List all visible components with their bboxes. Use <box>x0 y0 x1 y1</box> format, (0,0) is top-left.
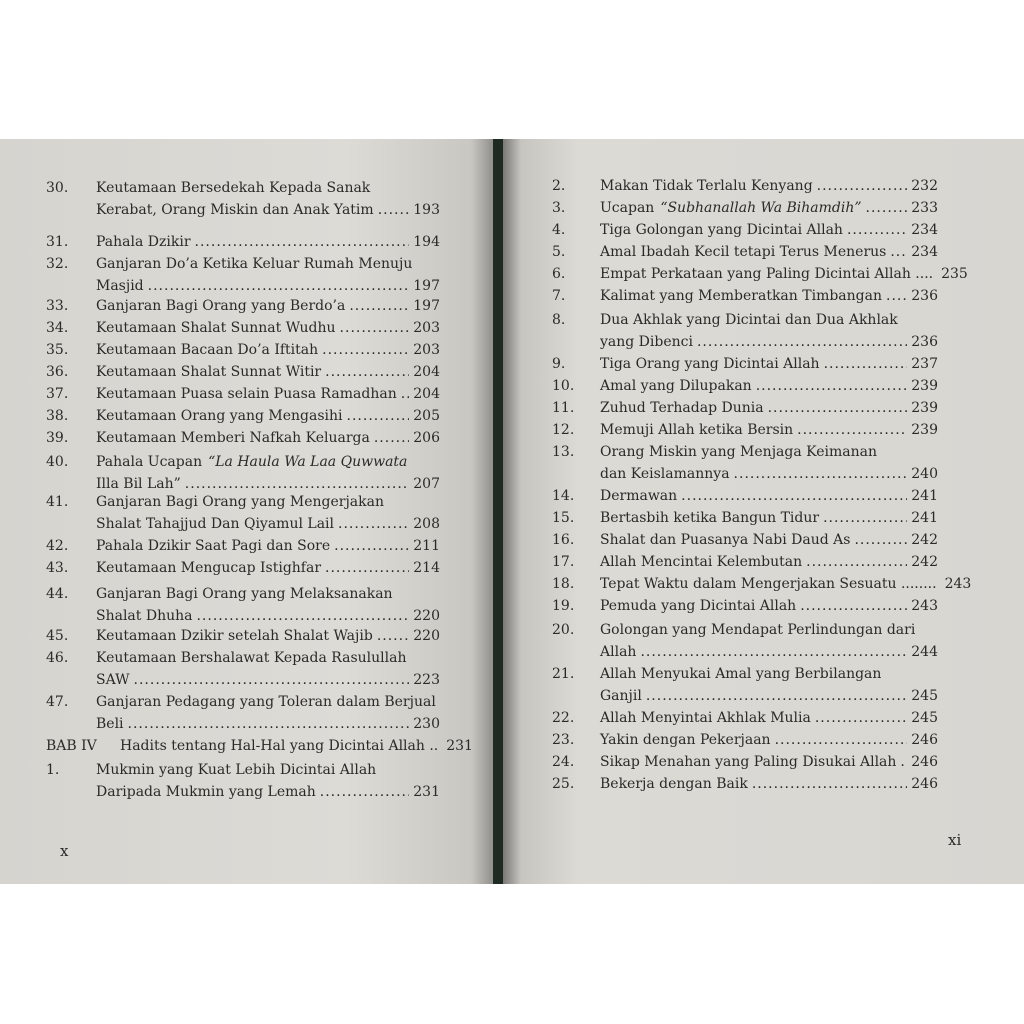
entry-number: 47. <box>46 694 69 710</box>
entry-page-number: 220 <box>413 608 440 624</box>
entry-title-line: Kerabat, Orang Miskin dan Anak Yatim <box>96 202 374 218</box>
entry-number: 20. <box>552 622 575 638</box>
entry-title-line: Beli <box>96 716 124 732</box>
entry-number: 15. <box>552 510 575 526</box>
entry-number: 23. <box>552 732 575 748</box>
entry-page-number: 197 <box>413 298 440 314</box>
entry-title-line: Sikap Menahan yang Paling Disukai Allah <box>600 754 897 770</box>
entry-number: 30. <box>46 180 69 196</box>
dot-leader <box>800 595 907 617</box>
dot-leader <box>886 285 907 307</box>
entry-page-number: 203 <box>413 320 440 336</box>
entry-page-number: 211 <box>413 538 440 554</box>
dot-leader <box>866 197 908 219</box>
dot-leader <box>768 397 908 419</box>
entry-title-line: Keutamaan Memberi Nafkah Keluarga <box>96 430 370 446</box>
dot-leader <box>815 707 907 729</box>
dot-leader <box>338 513 409 535</box>
dot-leader <box>378 199 410 221</box>
entry-number: 24. <box>552 754 575 770</box>
dot-leader <box>697 331 907 353</box>
right-page <box>500 139 1024 884</box>
entry-title-line: Shalat Dhuha <box>96 608 193 624</box>
dot-leader <box>646 685 907 707</box>
entry-title-line: Ganjil <box>600 688 642 704</box>
entry-title-line: Pahala Ucapan <box>96 454 203 470</box>
dot-leader <box>148 275 410 297</box>
dot-leader <box>196 605 409 627</box>
entry-title-line: Ganjaran Bagi Orang yang Mengerjakan <box>96 494 385 510</box>
entry-title-line: Mukmin yang Kuat Lebih Dicintai Allah <box>96 762 377 778</box>
entry-title-line: Illa Bil Lah” <box>96 476 181 492</box>
entry-number: 3. <box>552 200 566 216</box>
entry-number: 19. <box>552 598 575 614</box>
dot-leader <box>900 751 907 773</box>
entry-title-line: Tiga Orang yang Dicintai Allah <box>600 356 820 372</box>
entry-page-number: 236 <box>911 334 938 350</box>
entry-page-number: 231 <box>413 784 440 800</box>
entry-page-number: 236 <box>911 288 938 304</box>
entry-number: 12. <box>552 422 575 438</box>
left-page <box>0 139 496 884</box>
entry-page-number: 206 <box>413 430 440 446</box>
entry-page-number: 239 <box>911 400 938 416</box>
entry-number: 37. <box>46 386 69 402</box>
entry-title-line: Keutamaan Shalat Sunnat Wudhu <box>96 320 336 336</box>
entry-number: 14. <box>552 488 575 504</box>
entry-page-number: 245 <box>911 710 938 726</box>
entry-number: 33. <box>46 298 69 314</box>
entry-title-line: Keutamaan Bacaan Do’a Iftitah <box>96 342 319 358</box>
entry-number: 35. <box>46 342 69 358</box>
entry-title-line: Amal Ibadah Kecil tetapi Terus Menerus <box>600 244 887 260</box>
entry-title-line: Keutamaan Dzikir setelah Shalat Wajib <box>96 628 373 644</box>
entry-page-number: 223 <box>413 672 440 688</box>
entry-number: 31. <box>46 234 69 250</box>
entry-title-line: Daripada Mukmin yang Lemah <box>96 784 316 800</box>
entry-number: 45. <box>46 628 69 644</box>
entry-number: 39. <box>46 430 69 446</box>
entry-number: 2. <box>552 178 566 194</box>
entry-title-line: Tepat Waktu dalam Mengerjakan Sesuatu ........ <box>600 576 937 592</box>
right-toc <box>500 139 1024 884</box>
dot-leader <box>752 773 907 795</box>
entry-page-number: 239 <box>911 422 938 438</box>
dot-leader <box>847 219 907 241</box>
entry-page-number: 246 <box>911 732 938 748</box>
entry-title-line: Ucapan <box>600 200 655 216</box>
entry-title-line: Hadits tentang Hal-Hal yang Dicintai Allah .. <box>120 738 439 754</box>
entry-title-line: Kalimat yang Memberatkan Timbangan <box>600 288 882 304</box>
entry-italic-phrase: “Subhanallah Wa Bihamdih” <box>660 200 862 216</box>
dot-leader <box>377 625 409 647</box>
entry-number: 34. <box>46 320 69 336</box>
dot-leader <box>134 669 410 691</box>
entry-page-number: 234 <box>911 222 938 238</box>
entry-page-number: 239 <box>911 378 938 394</box>
dot-leader <box>824 353 908 375</box>
entry-title-line: Keutamaan Bersedekah Kepada Sanak <box>96 180 371 196</box>
entry-title-line: Orang Miskin yang Menjaga Keimanan <box>600 444 877 460</box>
entry-title-line: Tiga Golongan yang Dicintai Allah <box>600 222 843 238</box>
entry-title-line: Pemuda yang Dicintai Allah <box>600 598 797 614</box>
dot-leader <box>325 361 409 383</box>
entry-page-number: 242 <box>911 554 938 570</box>
entry-page-number: 232 <box>911 178 938 194</box>
entry-number: 38. <box>46 408 69 424</box>
entry-page-number: 235 <box>941 266 968 282</box>
entry-title-line: Dua Akhlak yang Dicintai dan Dua Akhlak <box>600 312 898 328</box>
dot-leader <box>806 551 907 573</box>
entry-number: 4. <box>552 222 566 238</box>
entry-page-number: 242 <box>911 532 938 548</box>
entry-page-number: 240 <box>911 466 938 482</box>
entry-page-number: 205 <box>413 408 440 424</box>
entry-title-line: Shalat Tahajjud Dan Qiyamul Lail <box>96 516 334 532</box>
entry-page-number: 246 <box>911 776 938 792</box>
entry-title-line: Zuhud Terhadap Dunia <box>600 400 764 416</box>
open-book <box>0 139 1024 884</box>
entry-number: 22. <box>552 710 575 726</box>
entry-title-line: Makan Tidak Terlalu Kenyang <box>600 178 813 194</box>
entry-number: 40. <box>46 454 69 470</box>
entry-number: 9. <box>552 356 566 372</box>
dot-leader <box>854 529 907 551</box>
entry-number: 36. <box>46 364 69 380</box>
entry-number: 16. <box>552 532 575 548</box>
entry-title-line: Empat Perkataan yang Paling Dicintai Allah .... <box>600 266 934 282</box>
dot-leader <box>325 557 409 579</box>
entry-page-number: 246 <box>911 754 938 770</box>
entry-page-number: 204 <box>413 364 440 380</box>
entry-page-number: 243 <box>911 598 938 614</box>
dot-leader <box>349 295 409 317</box>
entry-italic-phrase: “La Haula Wa Laa Quwwata <box>208 454 408 470</box>
entry-page-number: 233 <box>911 200 938 216</box>
entry-number: 21. <box>552 666 575 682</box>
entry-page-number: 231 <box>446 738 473 754</box>
dot-leader <box>817 175 908 197</box>
entry-title-line: Allah <box>600 644 637 660</box>
entry-number: BAB IV <box>46 738 97 754</box>
entry-number: 32. <box>46 256 69 272</box>
entry-title-line: Allah Menyukai Amal yang Berbilangan <box>600 666 882 682</box>
entry-title-line: Keutamaan Shalat Sunnat Witir <box>96 364 322 380</box>
entry-title-line: Ganjaran Bagi Orang yang Melaksanakan <box>96 586 393 602</box>
dot-leader <box>775 729 908 751</box>
entry-title-line: Shalat dan Puasanya Nabi Daud As <box>600 532 851 548</box>
entry-title-line: Bertasbih ketika Bangun Tidur <box>600 510 820 526</box>
entry-title-line: Masjid <box>96 278 144 294</box>
entry-number: 10. <box>552 378 575 394</box>
entry-title-line: Allah Mencintai Kelembutan <box>600 554 803 570</box>
entry-number: 41. <box>46 494 69 510</box>
entry-page-number: 241 <box>911 510 938 526</box>
dot-leader <box>797 419 907 441</box>
entry-title-line: Memuji Allah ketika Bersin <box>600 422 794 438</box>
entry-number: 17. <box>552 554 575 570</box>
entry-page-number: 193 <box>413 202 440 218</box>
entry-page-number: 234 <box>911 244 938 260</box>
dot-leader <box>347 405 410 427</box>
entry-title-line: Keutamaan Bershalawat Kepada Rasulullah <box>96 650 407 666</box>
entry-page-number: 220 <box>413 628 440 644</box>
entry-title-line: Keutamaan Mengucap Istighfar <box>96 560 322 576</box>
dot-leader <box>401 383 410 405</box>
left-toc <box>0 139 496 884</box>
entry-title-line: yang Dibenci <box>600 334 693 350</box>
entry-title-line: Allah Menyintai Akhlak Mulia <box>600 710 811 726</box>
entry-title-line: Amal yang Dilupakan <box>600 378 752 394</box>
entry-page-number: 243 <box>944 576 972 592</box>
entry-number: 18. <box>552 576 575 592</box>
entry-page-number: 208 <box>413 516 440 532</box>
dot-leader <box>320 781 409 803</box>
entry-page-number: 237 <box>911 356 938 372</box>
entry-number: 5. <box>552 244 566 260</box>
right-folio: xi <box>948 831 962 849</box>
dot-leader <box>890 241 907 263</box>
entry-title-line: SAW <box>96 672 130 688</box>
entry-number: 1. <box>46 762 60 778</box>
dot-leader <box>195 231 410 253</box>
entry-page-number: 194 <box>413 234 440 250</box>
entry-page-number: 241 <box>911 488 938 504</box>
entry-title-line: Ganjaran Do’a Ketika Keluar Rumah Menuju <box>96 256 413 272</box>
entry-title-line: Bekerja dengan Baik <box>600 776 748 792</box>
entry-title-line: Ganjaran Bagi Orang yang Berdo’a <box>96 298 346 314</box>
entry-number: 25. <box>552 776 575 792</box>
entry-number: 11. <box>552 400 575 416</box>
entry-number: 7. <box>552 288 566 304</box>
dot-leader <box>640 641 907 663</box>
entry-number: 43. <box>46 560 69 576</box>
entry-title-line: Keutamaan Puasa selain Puasa Ramadhan <box>96 386 397 402</box>
entry-page-number: 214 <box>413 560 440 576</box>
entry-title-line: dan Keislamannya <box>600 466 730 482</box>
entry-page-number: 204 <box>413 386 440 402</box>
entry-page-number: 244 <box>911 644 938 660</box>
entry-number: 6. <box>552 266 566 282</box>
entry-number: 13. <box>552 444 575 460</box>
entry-number: 8. <box>552 312 566 328</box>
dot-leader <box>340 317 410 339</box>
entry-title-line: Keutamaan Orang yang Mengasihi <box>96 408 343 424</box>
dot-leader <box>334 535 409 557</box>
entry-page-number: 203 <box>413 342 440 358</box>
entry-title-line: Dermawan <box>600 488 678 504</box>
dot-leader <box>823 507 907 529</box>
entry-page-number: 197 <box>413 278 440 294</box>
entry-page-number: 230 <box>413 716 440 732</box>
dot-leader <box>681 485 907 507</box>
entry-number: 42. <box>46 538 69 554</box>
entry-number: 44. <box>46 586 69 602</box>
entry-title-line: Pahala Dzikir Saat Pagi dan Sore <box>96 538 331 554</box>
book-gutter <box>493 139 503 884</box>
entry-title-line: Pahala Dzikir <box>96 234 191 250</box>
entry-title-line: Ganjaran Pedagang yang Toleran dalam Berjual <box>96 694 436 710</box>
entry-number: 46. <box>46 650 69 666</box>
entry-page-number: 245 <box>911 688 938 704</box>
entry-title-line: Yakin dengan Pekerjaan <box>600 732 771 748</box>
dot-leader <box>756 375 908 397</box>
dot-leader <box>374 427 409 449</box>
entry-title-line: Golongan yang Mendapat Perlindungan dari <box>600 622 916 638</box>
entry-page-number: 207 <box>413 476 440 492</box>
dot-leader <box>322 339 409 361</box>
left-folio: x <box>60 842 69 860</box>
dot-leader <box>734 463 908 485</box>
dot-leader <box>128 713 410 735</box>
